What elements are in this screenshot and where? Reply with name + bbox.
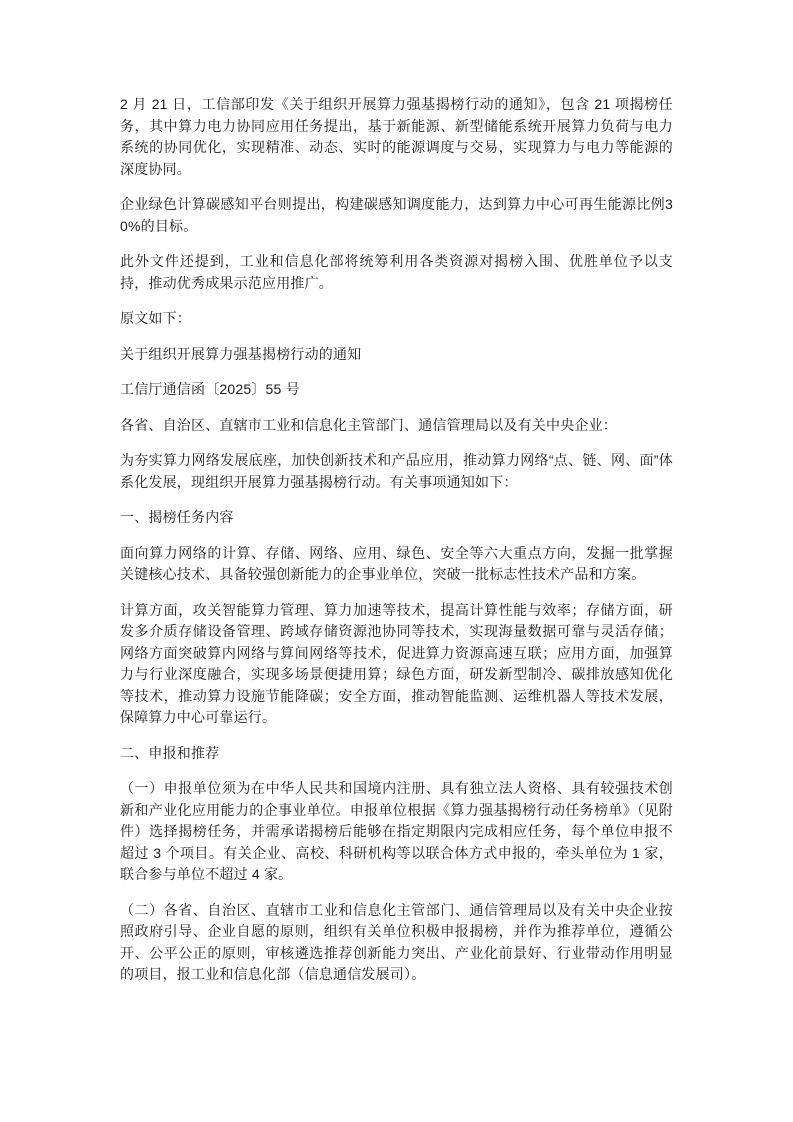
section1-paragraph-1: 面向算力网络的计算、存储、网络、应用、绿色、安全等六大重点方向，发掘一批掌握关键核心技术、具备较强创新能力的企事业单位，突破一批标志性技术产品和方案。 bbox=[120, 544, 673, 582]
document-number: 工信厅通信函〔2025〕55 号 bbox=[120, 381, 300, 397]
notice-title: 关于组织开展算力强基揭榜行动的通知 bbox=[120, 345, 362, 362]
section-heading-1: 一、揭榜任务内容 bbox=[120, 509, 234, 525]
intro-paragraph-3: 此外文件还提到，工业和信息化部将统筹利用各类资源对揭榜入围、优胜单位予以支持，推动优秀成果示范应用推广。 bbox=[120, 253, 673, 291]
intro-paragraph-2: 企业绿色计算碳感知平台则提出，构建碳感知调度能力，达到算力中心可再生能源比例30%的目标。 bbox=[120, 196, 673, 234]
intro-paragraph-1: 2 月 21 日，工信部印发《关于组织开展算力强基揭榜行动的通知》，包含 21 项揭榜任务，其中算力电力协同应用任务提出，基于新能源、新型储能系统开展算力负荷与电力系统的协同优化，实现精准、动态、实时的能源调度与交易，实现算力与电力等能源的深度协同。 bbox=[120, 96, 673, 177]
section2-item-2: （二）各省、自治区、直辖市工业和信息化主管部门、通信管理局以及有关中央企业按照政府引导、企业自愿的原则，组织有关单位积极申报揭榜，并作为推荐单位，遵循公开、公平公正的原则，审核遴选推荐创新能力突出、产业化前景好、行业带动作用明显的项目，报工业和信息化部（信息通信发展司）。 bbox=[120, 901, 673, 982]
section2-item-1: （一）申报单位须为在中华人民共和国境内注册、具有独立法人资格、具有较强技术创新和产业化应用能力的企事业单位。申报单位根据《算力强基揭榜行动任务榜单》（见附件）选择揭榜任务，并需承诺揭榜后能够在指定期限内完成相应任务，每个单位申报不超过 3 个项目。有关企业、高校、科研机构等以联合体方式申报的，牵头单位为 1 家，联合参与单位不超过 4 家。 bbox=[120, 780, 673, 882]
section1-paragraph-2: 计算方面，攻关智能算力管理、算力加速等技术，提高计算性能与效率；存储方面，研发多介质存储设备管理、跨域存储资源池协同等技术，实现海量数据可靠与灵活存储；网络方面突破算内网络与算间网络等技术，促进算力资源高速互联；应用方面，加强算力与行业深度融合，实现多场景便捷用算；绿色方面，研发新型制冷、碳排放感知优化等技术，推动算力设施节能降碳；安全方面，推动智能监测、运维机器人等技术发展，保障算力中心可靠运行。 bbox=[120, 601, 673, 725]
purpose-paragraph: 为夯实算力网络发展底座，加快创新技术和产品应用，推动算力网络“点、链、网、面”体系化发展，现组织开展算力强基揭榜行动。有关事项通知如下： bbox=[120, 452, 673, 490]
document-body bbox=[120, 94, 673, 986]
section-heading-2: 二、申报和推荐 bbox=[120, 744, 220, 761]
salutation: 各省、自治区、直辖市工业和信息化主管部门、通信管理局以及有关中央企业： bbox=[120, 416, 617, 433]
original-text-lead-in: 原文如下： bbox=[120, 310, 191, 326]
